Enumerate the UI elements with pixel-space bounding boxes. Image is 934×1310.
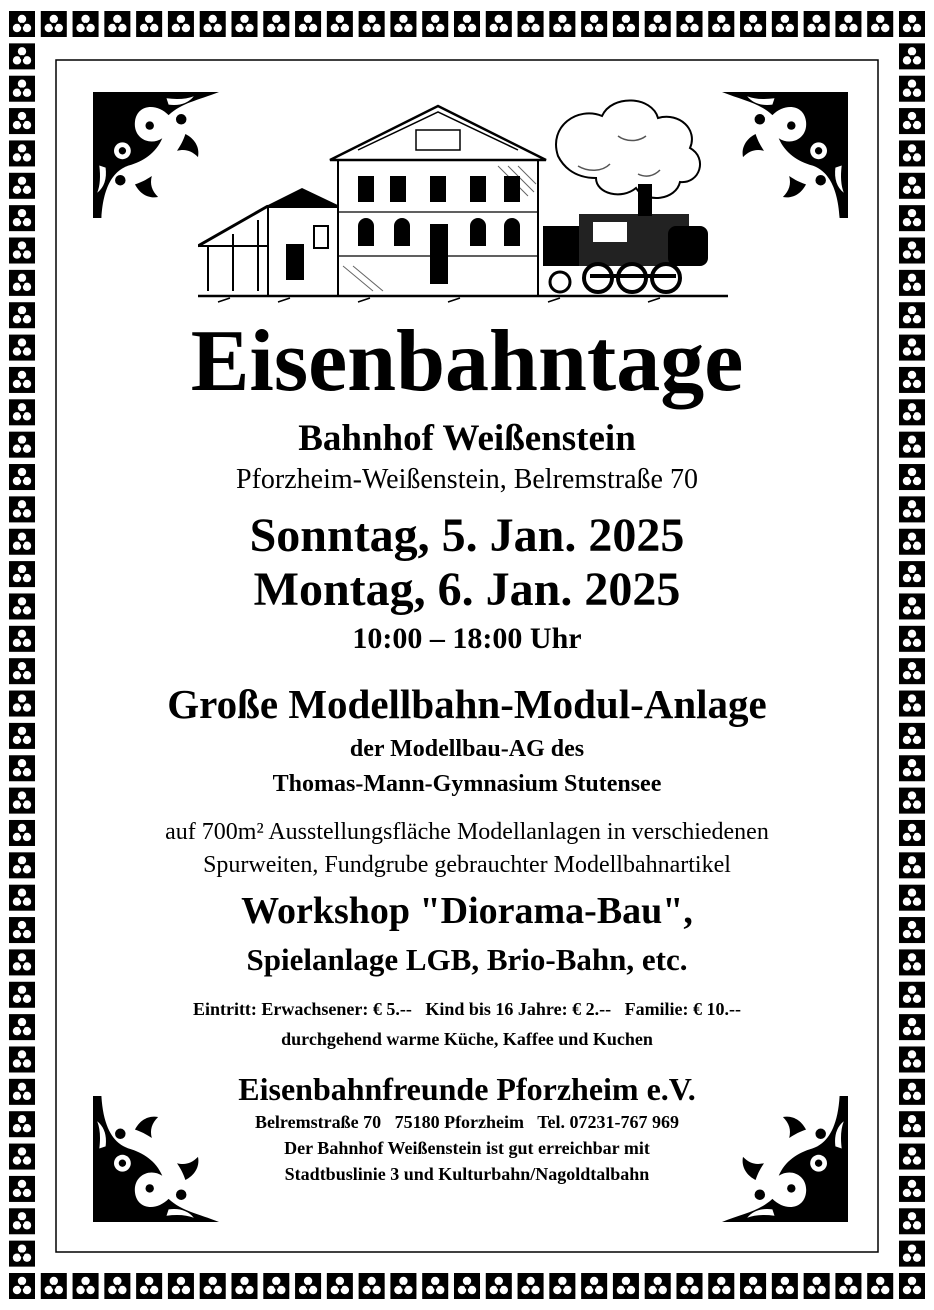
- border-ornament-tile: [581, 11, 607, 37]
- border-ornament-tile: [295, 11, 321, 37]
- border-ornament-tile: [518, 11, 544, 37]
- border-ornament-tile: [73, 11, 99, 37]
- border-ornament-tile: [104, 11, 130, 37]
- workshop-line: Workshop "Diorama-Bau",: [241, 890, 693, 932]
- border-ornament-tile: [867, 11, 893, 37]
- border-ornament-tile: [740, 1273, 766, 1299]
- border-ornament-tile: [232, 1273, 258, 1299]
- border-ornament-tile: [454, 1273, 480, 1299]
- border-ornament-tile: [327, 11, 353, 37]
- border-ornament-tile: [899, 238, 925, 264]
- border-ornament-tile: [740, 11, 766, 37]
- border-ornament-tile: [677, 11, 703, 37]
- border-ornament-tile: [645, 1273, 671, 1299]
- border-ornament-tile: [168, 1273, 194, 1299]
- border-ornament-tile: [613, 11, 639, 37]
- date-line-1: Sonntag, 5. Jan. 2025: [249, 509, 685, 562]
- border-ornament-tile: [422, 11, 448, 37]
- border-ornament-tile: [263, 11, 289, 37]
- border-ornament-tile: [9, 1273, 35, 1299]
- border-ornament-tile: [136, 1273, 162, 1299]
- border-ornament-tile: [804, 11, 830, 37]
- access-line-2: Stadtbuslinie 3 und Kulturbahn/Nagoldtalbahn: [284, 1164, 650, 1184]
- border-ornament-tile: [390, 1273, 416, 1299]
- border-ornament-tile: [9, 76, 35, 102]
- border-ornament-tile: [136, 11, 162, 37]
- border-ornament-tile: [899, 205, 925, 231]
- organizer-contact: Belremstraße 70 75180 Pforzheim Tel. 07231-767 969: [254, 1112, 680, 1132]
- border-ornament-tile: [486, 11, 512, 37]
- border-ornament-tile: [899, 1046, 925, 1072]
- border-ornament-tile: [486, 1273, 512, 1299]
- border-ornament-tile: [899, 658, 925, 684]
- border-ornament-tile: [168, 11, 194, 37]
- border-ornament-tile: [422, 1273, 448, 1299]
- border-ornament-tile: [327, 1273, 353, 1299]
- border-ornament-tile: [899, 108, 925, 134]
- border-ornament-tile: [645, 11, 671, 37]
- border-ornament-tile: [677, 1273, 703, 1299]
- border-ornament-tile: [9, 43, 35, 69]
- border-ornament-tile: [899, 1241, 925, 1267]
- border-ornament-tile: [390, 11, 416, 37]
- host-line-1: der Modellbau-AG des: [349, 736, 585, 762]
- border-ornament-tile: [9, 11, 35, 37]
- border-ornament-tile: [835, 1273, 861, 1299]
- host-line-2: Thomas-Mann-Gymnasium Stutensee: [272, 771, 662, 797]
- border-ornament-tile: [104, 1273, 130, 1299]
- border-ornament-tile: [899, 1208, 925, 1234]
- border-ornament-tile: [581, 1273, 607, 1299]
- border-ornament-tile: [454, 11, 480, 37]
- venue-name: Bahnhof Weißenstein: [298, 418, 636, 459]
- headline: Große Modellbahn-Modul-Anlage: [167, 681, 767, 727]
- station-illustration: [198, 96, 728, 306]
- border-ornament-tile: [200, 1273, 226, 1299]
- venue-address: Pforzheim-Weißenstein, Belremstraße 70: [236, 464, 698, 495]
- border-ornament-tile: [899, 1273, 925, 1299]
- border-ornament-tile: [232, 11, 258, 37]
- border-ornament-tile: [9, 108, 35, 134]
- border-ornament-tile: [9, 238, 35, 264]
- opening-hours: 10:00 – 18:00 Uhr: [352, 622, 582, 655]
- border-ornament-tile: [804, 1273, 830, 1299]
- border-ornament-tile: [899, 11, 925, 37]
- border-ornament-tile: [835, 11, 861, 37]
- border-ornament-tile: [549, 1273, 575, 1299]
- border-ornament-tile: [772, 11, 798, 37]
- extras-line: Spielanlage LGB, Brio-Bahn, etc.: [246, 942, 688, 977]
- border-ornament-tile: [9, 1241, 35, 1267]
- border-ornament-tile: [73, 1273, 99, 1299]
- border-ornament-tile: [41, 11, 67, 37]
- border-ornament-tile: [9, 270, 35, 296]
- border-ornament-tile: [9, 173, 35, 199]
- border-ornament-tile: [708, 11, 734, 37]
- border-ornament-tile: [200, 11, 226, 37]
- border-ornament-tile: [41, 1273, 67, 1299]
- border-ornament-tile: [359, 11, 385, 37]
- admission-prices: Eintritt: Erwachsener: € 5.-- Kind bis 16 Jahre: € 2.-- Familie: € 10.--: [192, 999, 742, 1019]
- border-ornament-tile: [708, 1273, 734, 1299]
- border-ornament-tile: [295, 1273, 321, 1299]
- border-ornament-tile: [359, 1273, 385, 1299]
- description-line-1: auf 700m² Ausstellungsfläche Modellanlagen in verschiedenen: [165, 819, 769, 845]
- organizer-name: Eisenbahnfreunde Pforzheim e.V.: [238, 1071, 696, 1107]
- border-ornament-tile: [867, 1273, 893, 1299]
- border-ornament-tile: [9, 1208, 35, 1234]
- border-ornament-tile: [9, 205, 35, 231]
- border-ornament-tile: [772, 1273, 798, 1299]
- date-line-2: Montag, 6. Jan. 2025: [253, 563, 681, 616]
- border-ornament-tile: [899, 140, 925, 166]
- catering-line: durchgehend warme Küche, Kaffee und Kuchen: [281, 1029, 653, 1049]
- access-line-1: Der Bahnhof Weißenstein ist gut erreichbar mit: [284, 1138, 650, 1158]
- border-ornament-tile: [9, 140, 35, 166]
- border-ornament-tile: [9, 1046, 35, 1072]
- description-line-2: Spurweiten, Fundgrube gebrauchter Modellbahnartikel: [203, 852, 731, 878]
- border-ornament-tile: [9, 658, 35, 684]
- border-ornament-tile: [549, 11, 575, 37]
- border-ornament-tile: [613, 1273, 639, 1299]
- border-ornament-tile: [518, 1273, 544, 1299]
- smoke-cloud: [556, 100, 700, 198]
- poster-title: Eisenbahntage: [190, 313, 744, 410]
- steam-locomotive: [543, 184, 708, 292]
- border-ornament-tile: [899, 76, 925, 102]
- border-ornament-tile: [899, 173, 925, 199]
- border-ornament-tile: [263, 1273, 289, 1299]
- border-ornament-tile: [899, 270, 925, 296]
- border-ornament-tile: [899, 43, 925, 69]
